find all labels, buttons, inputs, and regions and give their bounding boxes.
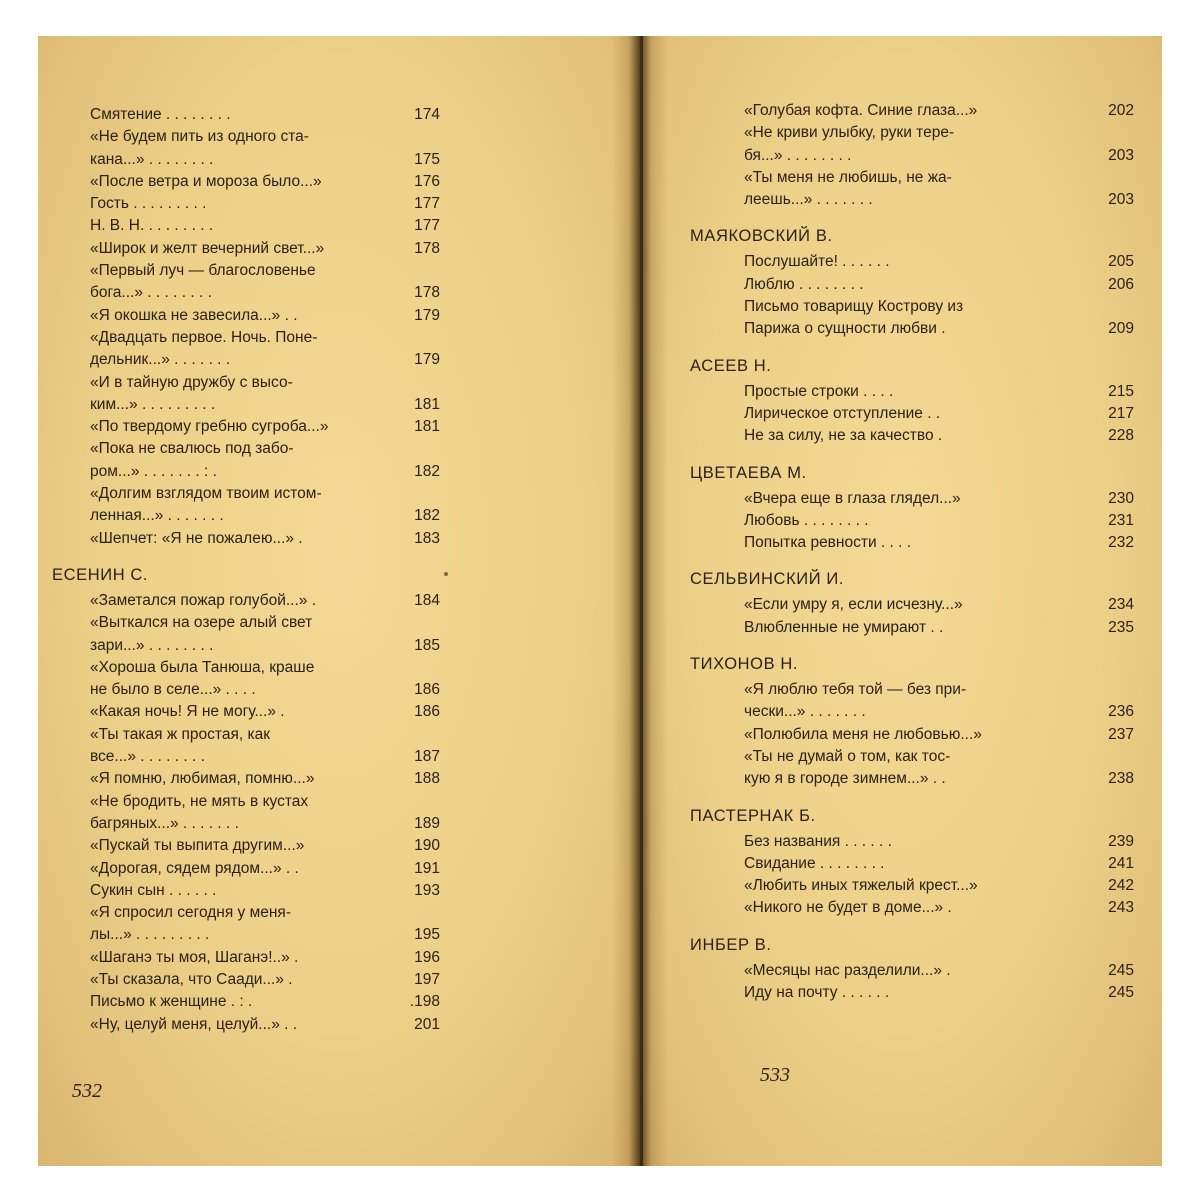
toc-entry-page-number: 241 [1108, 854, 1134, 872]
toc-entry-title: «Никого не будет в доме...» . [744, 899, 952, 917]
author-heading: АСЕЕВ Н. [690, 356, 772, 375]
toc-entry-page-number: 237 [1108, 725, 1134, 743]
toc-entry [90, 947, 440, 969]
toc-entry [90, 126, 440, 171]
toc-entry-title: «Выткался на озере алый свет зари...» . . . . . . . . [90, 614, 313, 654]
author-heading: ЕСЕНИН С. [52, 565, 149, 584]
toc-entry [744, 853, 1134, 875]
toc-entry-page-number: 205 [1108, 253, 1134, 271]
toc-entry-page-number: 186 [414, 703, 440, 721]
toc-entry-title: Смятение . . . . . . . . [90, 106, 231, 123]
toc-entry-title: Любовь . . . . . . . . [744, 511, 869, 529]
author-heading: ИНБЕР В. [690, 935, 772, 954]
toc-entry [744, 274, 1134, 296]
toc-entry [744, 100, 1134, 122]
toc-entry-page-number: 179 [414, 351, 440, 369]
toc-entry-page-number: 185 [414, 636, 440, 654]
toc-entry-title: «Полюбила меня не любовью...» [744, 725, 982, 743]
toc-entry-title: «Первый луч — благословенье бога...» . . . . . . . . [90, 262, 316, 302]
author-heading: ПАСТЕРНАК Б. [690, 806, 816, 825]
toc-entry-page-number: 239 [1108, 832, 1134, 850]
toc-entry [90, 657, 440, 702]
toc-entry [90, 416, 440, 438]
toc-entry-page-number: 190 [414, 837, 440, 855]
toc-entry-title: Письмо к женщине . : . [90, 993, 253, 1011]
toc-entry-page-number: 238 [1108, 770, 1134, 788]
toc-entry [744, 403, 1134, 425]
right-page-table-of-contents [690, 100, 1134, 1004]
toc-entry [744, 897, 1134, 919]
toc-entry-page-number: 206 [1108, 275, 1134, 293]
toc-entry [90, 902, 440, 947]
toc-entry [90, 880, 440, 902]
toc-entry-title: «Любить иных тяжелый крест...» [744, 877, 978, 895]
toc-entry-page-number: 184 [414, 591, 440, 609]
toc-entry [90, 724, 440, 769]
toc-entry [744, 167, 1134, 212]
toc-entry-page-number: 187 [414, 748, 440, 766]
toc-entry [744, 425, 1134, 447]
toc-entry-page-number: 232 [1108, 534, 1134, 552]
toc-entry-title: Н. В. Н. . . . . . . . . [90, 217, 214, 235]
toc-entry-title: «Дорогая, сядем рядом...» . . [90, 859, 299, 877]
toc-entry [744, 617, 1134, 639]
toc-entry-page-number: 186 [414, 681, 440, 699]
toc-entry-page-number: 245 [1108, 961, 1134, 979]
toc-entry [90, 991, 440, 1013]
toc-entry [744, 679, 1134, 724]
toc-entry-page-number: 201 [414, 1015, 440, 1033]
toc-entry-title: Без названия . . . . . . [744, 832, 892, 850]
toc-entry-title: Послушайте! . . . . . . [744, 253, 890, 271]
toc-entry-page-number: 175 [414, 150, 440, 168]
toc-entry-title: Попытка ревности . . . . [744, 534, 912, 552]
toc-entry-title: Иду на почту . . . . . . [744, 984, 890, 1002]
toc-entry [744, 594, 1134, 616]
toc-entry [744, 296, 1134, 341]
toc-entry-title: «Я люблю тебя той — без при- чески...» . . . . . . . [744, 681, 967, 721]
toc-entry-title: Люблю . . . . . . . . [744, 275, 864, 293]
toc-entry [90, 835, 440, 857]
toc-entry-page-number: 215 [1108, 382, 1134, 400]
toc-entry-title: Письмо товарищу Кострову из Парижа о сущности любви . [744, 298, 964, 338]
toc-entry-page-number: 193 [414, 881, 440, 899]
toc-entry-page-number: 234 [1108, 596, 1134, 614]
toc-entry-title: «Заметался пожар голубой...» . [90, 591, 317, 609]
toc-entry-page-number: 236 [1108, 703, 1134, 721]
toc-entry [744, 746, 1134, 791]
toc-entry-page-number: 182 [414, 462, 440, 480]
toc-entry [744, 875, 1134, 897]
toc-entry [90, 768, 440, 790]
toc-entry-title: «Я спросил сегодня у меня- лы...» . . . . . . . . . [90, 904, 291, 944]
toc-entry [90, 858, 440, 880]
toc-entry-page-number: 202 [1108, 102, 1134, 119]
author-heading: ТИХОНОВ Н. [690, 655, 799, 674]
toc-entry-title: «Ты такая ж простая, как все...» . . . . . . . . [90, 725, 270, 766]
toc-entry-title: «Ты меня не любишь, не жа- леешь...» . . . . . . . [744, 168, 952, 209]
toc-entry [744, 251, 1134, 273]
toc-entry-title: «Ты не думай о том, как тос- кую я в городе зимнем...» . . [744, 747, 951, 788]
toc-entry-page-number: 230 [1108, 489, 1134, 507]
toc-entry-title: «Пускай ты выпита другим...» [90, 837, 305, 855]
toc-entry-title: «Хороша была Танюша, краше не было в селе...» . . . . [90, 658, 315, 699]
toc-entry-page-number: 196 [414, 948, 440, 966]
toc-entry-page-number: 177 [414, 217, 440, 235]
toc-entry-title: Лирическое отступление . . [744, 404, 941, 422]
toc-entry [744, 122, 1134, 167]
toc-entry-title: «Вчера еще в глаза глядел...» [744, 489, 961, 507]
right-page-number: 533 [760, 1064, 790, 1086]
toc-entry-page-number: 177 [414, 195, 440, 213]
toc-entry-title: Простые строки . . . . [744, 382, 894, 400]
left-page-number: 532 [72, 1080, 102, 1102]
toc-entry [90, 483, 440, 528]
gutter-line [640, 36, 643, 1166]
toc-entry-title: Не за силу, не за качество . [744, 427, 943, 445]
toc-entry [744, 724, 1134, 746]
toc-entry-page-number: 243 [1108, 899, 1134, 917]
toc-entry-page-number: 176 [414, 172, 440, 190]
toc-entry-page-number: 191 [414, 859, 440, 877]
toc-entry-title: «Долгим взглядом твоим истом- ленная...» . . . . . . . [90, 485, 322, 525]
left-page [38, 36, 640, 1166]
right-page-gutter-shadow [640, 36, 668, 1166]
toc-entry [90, 528, 440, 550]
toc-entry-title: «Я окошка не завесила...» . . [90, 306, 298, 324]
right-page [640, 36, 1162, 1166]
toc-entry-page-number: 228 [1108, 427, 1134, 445]
toc-entry-title: «Шепчет: «Я не пожалею...» . [90, 529, 303, 547]
toc-entry-page-number: 197 [414, 970, 440, 988]
toc-entry [90, 969, 440, 991]
toc-entry [744, 982, 1134, 1004]
toc-entry-title: «Ты сказала, что Саади...» . [90, 970, 293, 988]
toc-entry-page-number: 217 [1108, 404, 1134, 422]
toc-entry [744, 532, 1134, 554]
toc-entry-page-number: 235 [1108, 618, 1134, 636]
author-heading: СЕЛЬВИНСКИЙ И. [690, 570, 845, 589]
toc-entry-page-number: 188 [414, 770, 440, 788]
toc-entry [90, 327, 440, 372]
toc-entry-page-number: 195 [414, 926, 440, 944]
toc-entry [744, 510, 1134, 532]
toc-entry-title: «Я помню, любимая, помню...» [90, 770, 315, 788]
toc-entry [744, 488, 1134, 510]
toc-entry-title: «По твердому гребню сугроба...» [90, 418, 329, 436]
toc-entry-page-number: 209 [1108, 320, 1134, 338]
toc-entry-page-number: .198 [409, 993, 440, 1011]
toc-entry [90, 215, 440, 237]
toc-entry [90, 104, 440, 126]
toc-entry [90, 1014, 440, 1036]
toc-entry [744, 960, 1134, 982]
paper-speck [444, 572, 448, 576]
toc-entry [90, 305, 440, 327]
toc-entry-title: «Ну, целуй меня, целуй...» . . [90, 1015, 298, 1033]
toc-entry [90, 260, 440, 305]
toc-entry-page-number: 181 [414, 418, 440, 436]
toc-entry-page-number: 181 [414, 395, 440, 413]
toc-entry-page-number: 183 [414, 529, 440, 547]
toc-entry-title: «Не криви улыбку, руки тере- бя...» . . . . . . . . [744, 124, 955, 164]
toc-entry [90, 590, 440, 612]
toc-entry-title: «После ветра и мороза было...» [90, 172, 322, 190]
left-page-table-of-contents [52, 104, 440, 1036]
toc-entry [90, 238, 440, 260]
toc-entry-page-number: 242 [1108, 877, 1134, 895]
toc-entry-page-number: 174 [414, 106, 440, 123]
toc-entry-page-number: 203 [1108, 146, 1134, 164]
toc-entry-title: «И в тайную дружбу с высо- ким...» . . . . . . . . . [90, 373, 293, 413]
toc-entry [744, 831, 1134, 853]
toc-entry [90, 171, 440, 193]
toc-entry-title: «Какая ночь! Я не могу...» . [90, 703, 285, 721]
toc-entry-page-number: 231 [1108, 511, 1134, 529]
toc-entry-page-number: 189 [414, 814, 440, 832]
toc-entry-title: «Не бродить, не мять в кустах багряных...» . . . . . . . [90, 792, 309, 832]
toc-entry-page-number: 178 [414, 239, 440, 257]
toc-entry-title: Сукин сын . . . . . . [90, 881, 217, 899]
toc-entry-title: Гость . . . . . . . . . [90, 195, 207, 213]
toc-entry-page-number: 182 [414, 507, 440, 525]
toc-entry [90, 791, 440, 836]
toc-entry-title: «Если умру я, если исчезну...» [744, 596, 963, 614]
toc-entry [744, 381, 1134, 403]
toc-entry-title: «Не будем пить из одного ста- кана...» . . . . . . . . [90, 128, 309, 168]
toc-entry-title: Свидание . . . . . . . . [744, 854, 885, 872]
left-page-gutter-shadow [612, 36, 640, 1166]
toc-entry-page-number: 245 [1108, 984, 1134, 1002]
author-heading: МАЯКОВСКИЙ В. [690, 227, 833, 246]
toc-entry-title: «Месяцы нас разделили...» . [744, 961, 951, 979]
toc-entry-title: Влюбленные не умирают . . [744, 618, 944, 636]
open-book [38, 36, 1162, 1166]
toc-entry-page-number: 179 [414, 306, 440, 324]
toc-entry-title: «Пока не свалюсь под забо- ром...» . . . . . . . : . [90, 440, 294, 480]
toc-entry-page-number: 203 [1108, 191, 1134, 209]
toc-entry-title: «Шаганэ ты моя, Шаганэ!..» . [90, 948, 299, 966]
toc-entry-title: «Широк и желт вечерний свет...» [90, 239, 325, 257]
author-heading: ЦВЕТАЕВА М. [690, 463, 807, 482]
toc-entry [90, 438, 440, 483]
toc-entry [90, 193, 440, 215]
toc-entry [90, 612, 440, 657]
toc-entry [90, 701, 440, 723]
toc-entry-title: «Голубая кофта. Синие глаза...» [744, 102, 978, 119]
toc-entry-page-number: 178 [414, 284, 440, 302]
toc-entry [90, 372, 440, 417]
toc-entry-title: «Двадцать первое. Ночь. Поне- дельник...» . . . . . . . [90, 328, 318, 369]
